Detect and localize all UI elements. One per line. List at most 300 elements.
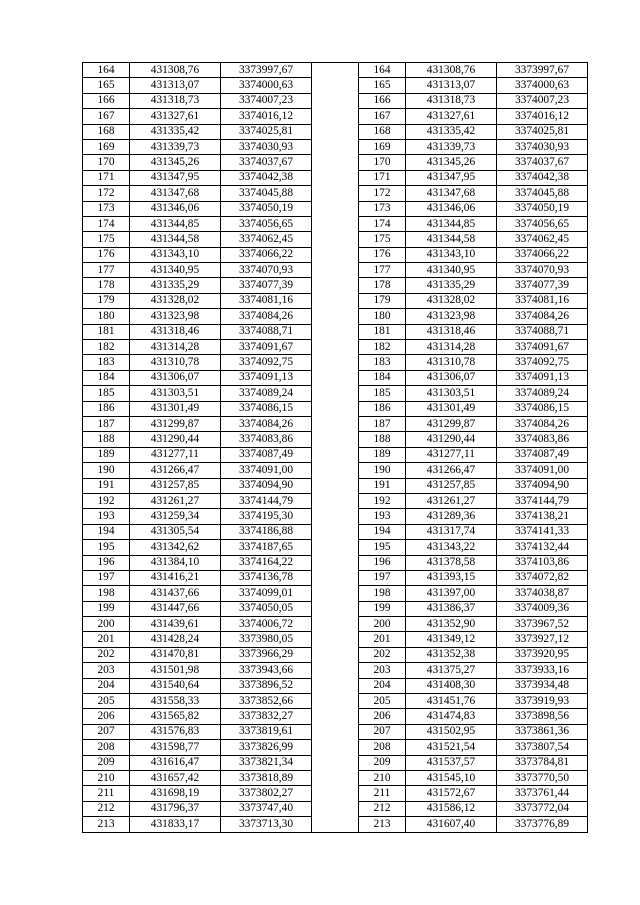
right-y-coordinate-cell: 3374083,86 [497, 432, 588, 447]
left-x-coordinate-cell: 431318,46 [130, 324, 221, 339]
right-point-number-cell: 198 [359, 586, 406, 601]
left-x-coordinate-cell: 431310,78 [130, 355, 221, 370]
right-y-coordinate-cell: 3374072,82 [497, 570, 588, 585]
left-y-coordinate-cell: 3373802,27 [221, 786, 312, 801]
column-gap [312, 340, 359, 355]
left-point-number-cell: 212 [83, 801, 130, 816]
left-y-coordinate-cell: 3374056,65 [221, 216, 312, 231]
left-y-coordinate-cell: 3374083,86 [221, 432, 312, 447]
table-row [83, 432, 588, 447]
left-point-number-cell: 174 [83, 216, 130, 231]
right-point-number-cell: 170 [359, 155, 406, 170]
left-y-coordinate-cell: 3374136,78 [221, 570, 312, 585]
right-y-coordinate-cell: 3373920,95 [497, 647, 588, 662]
right-y-coordinate-cell: 3373919,93 [497, 694, 588, 709]
left-y-coordinate-cell: 3374091,00 [221, 463, 312, 478]
left-x-coordinate-cell: 431314,28 [130, 340, 221, 355]
right-y-coordinate-cell: 3374138,21 [497, 509, 588, 524]
right-y-coordinate-cell: 3374088,71 [497, 324, 588, 339]
left-x-coordinate-cell: 431318,73 [130, 93, 221, 108]
column-gap [312, 293, 359, 308]
right-x-coordinate-cell: 431347,68 [406, 186, 497, 201]
right-point-number-cell: 202 [359, 647, 406, 662]
right-y-coordinate-cell: 3373861,36 [497, 724, 588, 739]
left-x-coordinate-cell: 431327,61 [130, 109, 221, 124]
table-row [83, 678, 588, 693]
left-y-coordinate-cell: 3374000,63 [221, 78, 312, 93]
column-gap [312, 478, 359, 493]
table-row [83, 93, 588, 108]
right-point-number-cell: 177 [359, 263, 406, 278]
left-y-coordinate-cell: 3374025,81 [221, 124, 312, 139]
left-y-coordinate-cell: 3374007,23 [221, 93, 312, 108]
right-x-coordinate-cell: 431340,95 [406, 263, 497, 278]
left-x-coordinate-cell: 431470,81 [130, 647, 221, 662]
right-point-number-cell: 173 [359, 201, 406, 216]
left-x-coordinate-cell: 431335,42 [130, 124, 221, 139]
right-point-number-cell: 178 [359, 278, 406, 293]
right-point-number-cell: 211 [359, 786, 406, 801]
left-x-coordinate-cell: 431347,95 [130, 170, 221, 185]
table-row [83, 709, 588, 724]
table-row [83, 201, 588, 216]
right-point-number-cell: 201 [359, 632, 406, 647]
table-row [83, 186, 588, 201]
right-y-coordinate-cell: 3374144,79 [497, 493, 588, 508]
table-row [83, 509, 588, 524]
left-point-number-cell: 190 [83, 463, 130, 478]
left-x-coordinate-cell: 431657,42 [130, 770, 221, 785]
table-row [83, 478, 588, 493]
left-y-coordinate-cell: 3374016,12 [221, 109, 312, 124]
left-y-coordinate-cell: 3373966,29 [221, 647, 312, 662]
left-point-number-cell: 171 [83, 170, 130, 185]
right-x-coordinate-cell: 431352,38 [406, 647, 497, 662]
right-point-number-cell: 186 [359, 401, 406, 416]
right-y-coordinate-cell: 3374042,38 [497, 170, 588, 185]
left-y-coordinate-cell: 3374042,38 [221, 170, 312, 185]
right-x-coordinate-cell: 431290,44 [406, 432, 497, 447]
right-point-number-cell: 200 [359, 617, 406, 632]
column-gap [312, 386, 359, 401]
table-row [83, 355, 588, 370]
column-gap [312, 247, 359, 262]
right-x-coordinate-cell: 431502,95 [406, 724, 497, 739]
column-gap [312, 509, 359, 524]
left-y-coordinate-cell: 3374070,93 [221, 263, 312, 278]
table-row [83, 586, 588, 601]
table-row [83, 463, 588, 478]
right-y-coordinate-cell: 3374094,90 [497, 478, 588, 493]
left-x-coordinate-cell: 431340,95 [130, 263, 221, 278]
left-x-coordinate-cell: 431344,85 [130, 216, 221, 231]
column-gap [312, 663, 359, 678]
left-y-coordinate-cell: 3373821,34 [221, 755, 312, 770]
left-x-coordinate-cell: 431558,33 [130, 694, 221, 709]
left-point-number-cell: 199 [83, 601, 130, 616]
table-row [83, 247, 588, 262]
left-point-number-cell: 170 [83, 155, 130, 170]
left-y-coordinate-cell: 3374084,26 [221, 416, 312, 431]
left-y-coordinate-cell: 3373997,67 [221, 63, 312, 78]
right-point-number-cell: 180 [359, 309, 406, 324]
left-point-number-cell: 195 [83, 540, 130, 555]
left-point-number-cell: 207 [83, 724, 130, 739]
left-y-coordinate-cell: 3374186,88 [221, 524, 312, 539]
left-y-coordinate-cell: 3374092,75 [221, 355, 312, 370]
left-point-number-cell: 178 [83, 278, 130, 293]
left-x-coordinate-cell: 431313,07 [130, 78, 221, 93]
left-point-number-cell: 169 [83, 139, 130, 154]
column-gap [312, 186, 359, 201]
right-y-coordinate-cell: 3374062,45 [497, 232, 588, 247]
left-x-coordinate-cell: 431328,02 [130, 293, 221, 308]
left-x-coordinate-cell: 431257,85 [130, 478, 221, 493]
left-point-number-cell: 206 [83, 709, 130, 724]
table-row [83, 124, 588, 139]
right-x-coordinate-cell: 431545,10 [406, 770, 497, 785]
left-x-coordinate-cell: 431290,44 [130, 432, 221, 447]
left-x-coordinate-cell: 431598,77 [130, 740, 221, 755]
column-gap [312, 63, 359, 78]
right-x-coordinate-cell: 431345,26 [406, 155, 497, 170]
right-y-coordinate-cell: 3373934,48 [497, 678, 588, 693]
left-y-coordinate-cell: 3374088,71 [221, 324, 312, 339]
right-y-coordinate-cell: 3374091,00 [497, 463, 588, 478]
right-y-coordinate-cell: 3374025,81 [497, 124, 588, 139]
left-point-number-cell: 205 [83, 694, 130, 709]
left-y-coordinate-cell: 3374089,24 [221, 386, 312, 401]
right-y-coordinate-cell: 3374070,93 [497, 263, 588, 278]
right-point-number-cell: 169 [359, 139, 406, 154]
left-x-coordinate-cell: 431428,24 [130, 632, 221, 647]
left-x-coordinate-cell: 431565,82 [130, 709, 221, 724]
right-x-coordinate-cell: 431310,78 [406, 355, 497, 370]
column-gap [312, 155, 359, 170]
right-x-coordinate-cell: 431344,58 [406, 232, 497, 247]
right-y-coordinate-cell: 3374081,16 [497, 293, 588, 308]
left-point-number-cell: 202 [83, 647, 130, 662]
table-row [83, 817, 588, 832]
left-point-number-cell: 180 [83, 309, 130, 324]
column-gap [312, 93, 359, 108]
right-x-coordinate-cell: 431375,27 [406, 663, 497, 678]
right-y-coordinate-cell: 3374030,93 [497, 139, 588, 154]
left-y-coordinate-cell: 3374081,16 [221, 293, 312, 308]
right-point-number-cell: 187 [359, 416, 406, 431]
left-y-coordinate-cell: 3374045,88 [221, 186, 312, 201]
column-gap [312, 78, 359, 93]
right-y-coordinate-cell: 3374077,39 [497, 278, 588, 293]
table-row [83, 786, 588, 801]
left-y-coordinate-cell: 3374195,30 [221, 509, 312, 524]
left-y-coordinate-cell: 3374062,45 [221, 232, 312, 247]
left-y-coordinate-cell: 3374091,67 [221, 340, 312, 355]
table-row [83, 632, 588, 647]
column-gap [312, 124, 359, 139]
left-point-number-cell: 185 [83, 386, 130, 401]
table-row [83, 139, 588, 154]
left-y-coordinate-cell: 3374050,05 [221, 601, 312, 616]
left-point-number-cell: 166 [83, 93, 130, 108]
right-x-coordinate-cell: 431451,76 [406, 694, 497, 709]
left-y-coordinate-cell: 3374094,90 [221, 478, 312, 493]
right-x-coordinate-cell: 431303,51 [406, 386, 497, 401]
right-x-coordinate-cell: 431343,22 [406, 540, 497, 555]
right-y-coordinate-cell: 3374084,26 [497, 416, 588, 431]
right-x-coordinate-cell: 431586,12 [406, 801, 497, 816]
right-y-coordinate-cell: 3373927,12 [497, 632, 588, 647]
column-gap [312, 524, 359, 539]
left-x-coordinate-cell: 431698,19 [130, 786, 221, 801]
table-row [83, 524, 588, 539]
column-gap [312, 570, 359, 585]
table-row [83, 293, 588, 308]
right-x-coordinate-cell: 431301,49 [406, 401, 497, 416]
table-row [83, 724, 588, 739]
table-row [83, 663, 588, 678]
left-x-coordinate-cell: 431303,51 [130, 386, 221, 401]
right-x-coordinate-cell: 431572,67 [406, 786, 497, 801]
left-x-coordinate-cell: 431306,07 [130, 370, 221, 385]
right-point-number-cell: 204 [359, 678, 406, 693]
right-point-number-cell: 181 [359, 324, 406, 339]
right-point-number-cell: 192 [359, 493, 406, 508]
right-y-coordinate-cell: 3373784,81 [497, 755, 588, 770]
table-row [83, 324, 588, 339]
table-row [83, 263, 588, 278]
table-row [83, 770, 588, 785]
right-x-coordinate-cell: 431323,98 [406, 309, 497, 324]
left-y-coordinate-cell: 3374037,67 [221, 155, 312, 170]
left-y-coordinate-cell: 3373818,89 [221, 770, 312, 785]
column-gap [312, 463, 359, 478]
right-point-number-cell: 185 [359, 386, 406, 401]
table-row [83, 493, 588, 508]
right-point-number-cell: 194 [359, 524, 406, 539]
right-y-coordinate-cell: 3374000,63 [497, 78, 588, 93]
column-gap [312, 786, 359, 801]
right-point-number-cell: 168 [359, 124, 406, 139]
left-y-coordinate-cell: 3373832,27 [221, 709, 312, 724]
left-point-number-cell: 177 [83, 263, 130, 278]
left-x-coordinate-cell: 431346,06 [130, 201, 221, 216]
left-point-number-cell: 203 [83, 663, 130, 678]
left-point-number-cell: 193 [83, 509, 130, 524]
right-y-coordinate-cell: 3374086,15 [497, 401, 588, 416]
right-y-coordinate-cell: 3374066,22 [497, 247, 588, 262]
right-y-coordinate-cell: 3373770,50 [497, 770, 588, 785]
left-point-number-cell: 184 [83, 370, 130, 385]
right-y-coordinate-cell: 3374141,33 [497, 524, 588, 539]
column-gap [312, 416, 359, 431]
left-y-coordinate-cell: 3374030,93 [221, 139, 312, 154]
column-gap [312, 432, 359, 447]
right-y-coordinate-cell: 3374087,49 [497, 447, 588, 462]
right-point-number-cell: 184 [359, 370, 406, 385]
right-point-number-cell: 188 [359, 432, 406, 447]
right-y-coordinate-cell: 3374089,24 [497, 386, 588, 401]
column-gap [312, 694, 359, 709]
right-y-coordinate-cell: 3373761,44 [497, 786, 588, 801]
right-point-number-cell: 212 [359, 801, 406, 816]
column-gap [312, 709, 359, 724]
left-y-coordinate-cell: 3373819,61 [221, 724, 312, 739]
column-gap [312, 447, 359, 462]
left-point-number-cell: 213 [83, 817, 130, 832]
column-gap [312, 401, 359, 416]
right-x-coordinate-cell: 431378,58 [406, 555, 497, 570]
right-y-coordinate-cell: 3374084,26 [497, 309, 588, 324]
right-x-coordinate-cell: 431335,29 [406, 278, 497, 293]
right-x-coordinate-cell: 431266,47 [406, 463, 497, 478]
left-point-number-cell: 165 [83, 78, 130, 93]
table-row [83, 540, 588, 555]
left-point-number-cell: 181 [83, 324, 130, 339]
column-gap [312, 724, 359, 739]
left-point-number-cell: 182 [83, 340, 130, 355]
right-point-number-cell: 175 [359, 232, 406, 247]
left-point-number-cell: 189 [83, 447, 130, 462]
column-gap [312, 555, 359, 570]
column-gap [312, 278, 359, 293]
right-y-coordinate-cell: 3374037,67 [497, 155, 588, 170]
column-gap [312, 109, 359, 124]
left-x-coordinate-cell: 431344,58 [130, 232, 221, 247]
right-point-number-cell: 213 [359, 817, 406, 832]
left-x-coordinate-cell: 431266,47 [130, 463, 221, 478]
table-row [83, 170, 588, 185]
left-x-coordinate-cell: 431339,73 [130, 139, 221, 154]
left-point-number-cell: 209 [83, 755, 130, 770]
left-x-coordinate-cell: 431343,10 [130, 247, 221, 262]
left-point-number-cell: 204 [83, 678, 130, 693]
left-x-coordinate-cell: 431833,17 [130, 817, 221, 832]
left-x-coordinate-cell: 431299,87 [130, 416, 221, 431]
table-row [83, 278, 588, 293]
right-y-coordinate-cell: 3373997,67 [497, 63, 588, 78]
left-point-number-cell: 187 [83, 416, 130, 431]
left-y-coordinate-cell: 3373896,52 [221, 678, 312, 693]
table-row [83, 694, 588, 709]
left-y-coordinate-cell: 3374066,22 [221, 247, 312, 262]
left-x-coordinate-cell: 431384,10 [130, 555, 221, 570]
right-point-number-cell: 190 [359, 463, 406, 478]
column-gap [312, 617, 359, 632]
right-y-coordinate-cell: 3374132,44 [497, 540, 588, 555]
left-point-number-cell: 175 [83, 232, 130, 247]
left-y-coordinate-cell: 3373826,99 [221, 740, 312, 755]
left-point-number-cell: 201 [83, 632, 130, 647]
left-point-number-cell: 168 [83, 124, 130, 139]
right-point-number-cell: 171 [359, 170, 406, 185]
table-row [83, 340, 588, 355]
left-point-number-cell: 210 [83, 770, 130, 785]
left-y-coordinate-cell: 3373852,66 [221, 694, 312, 709]
right-point-number-cell: 165 [359, 78, 406, 93]
right-x-coordinate-cell: 431314,28 [406, 340, 497, 355]
left-point-number-cell: 186 [83, 401, 130, 416]
right-point-number-cell: 191 [359, 478, 406, 493]
right-point-number-cell: 189 [359, 447, 406, 462]
right-point-number-cell: 164 [359, 63, 406, 78]
right-y-coordinate-cell: 3374056,65 [497, 216, 588, 231]
left-y-coordinate-cell: 3373943,66 [221, 663, 312, 678]
table-row [83, 386, 588, 401]
right-point-number-cell: 176 [359, 247, 406, 262]
column-gap [312, 139, 359, 154]
right-y-coordinate-cell: 3373967,52 [497, 617, 588, 632]
right-point-number-cell: 199 [359, 601, 406, 616]
left-x-coordinate-cell: 431347,68 [130, 186, 221, 201]
right-y-coordinate-cell: 3374103,86 [497, 555, 588, 570]
column-gap [312, 740, 359, 755]
left-point-number-cell: 197 [83, 570, 130, 585]
right-y-coordinate-cell: 3374091,67 [497, 340, 588, 355]
right-y-coordinate-cell: 3374038,87 [497, 586, 588, 601]
table-row [83, 601, 588, 616]
left-point-number-cell: 192 [83, 493, 130, 508]
left-x-coordinate-cell: 431616,47 [130, 755, 221, 770]
right-x-coordinate-cell: 431299,87 [406, 416, 497, 431]
column-gap [312, 647, 359, 662]
left-x-coordinate-cell: 431259,34 [130, 509, 221, 524]
left-y-coordinate-cell: 3374050,19 [221, 201, 312, 216]
column-gap [312, 632, 359, 647]
left-x-coordinate-cell: 431301,49 [130, 401, 221, 416]
left-x-coordinate-cell: 431261,27 [130, 493, 221, 508]
right-x-coordinate-cell: 431537,57 [406, 755, 497, 770]
right-y-coordinate-cell: 3373772,04 [497, 801, 588, 816]
table-row [83, 447, 588, 462]
left-y-coordinate-cell: 3374091,13 [221, 370, 312, 385]
left-x-coordinate-cell: 431308,76 [130, 63, 221, 78]
left-y-coordinate-cell: 3374006,72 [221, 617, 312, 632]
left-point-number-cell: 191 [83, 478, 130, 493]
left-y-coordinate-cell: 3374086,15 [221, 401, 312, 416]
right-point-number-cell: 207 [359, 724, 406, 739]
left-point-number-cell: 164 [83, 63, 130, 78]
column-gap [312, 540, 359, 555]
table-row [83, 755, 588, 770]
left-y-coordinate-cell: 3374164,22 [221, 555, 312, 570]
column-gap [312, 770, 359, 785]
right-y-coordinate-cell: 3373898,56 [497, 709, 588, 724]
table-row [83, 740, 588, 755]
right-x-coordinate-cell: 431386,37 [406, 601, 497, 616]
right-x-coordinate-cell: 431328,02 [406, 293, 497, 308]
table-row [83, 416, 588, 431]
left-point-number-cell: 208 [83, 740, 130, 755]
left-x-coordinate-cell: 431437,66 [130, 586, 221, 601]
column-gap [312, 263, 359, 278]
column-gap [312, 370, 359, 385]
right-point-number-cell: 174 [359, 216, 406, 231]
column-gap [312, 232, 359, 247]
column-gap [312, 801, 359, 816]
right-x-coordinate-cell: 431257,85 [406, 478, 497, 493]
coordinates-table-body [83, 63, 588, 833]
right-point-number-cell: 205 [359, 694, 406, 709]
left-x-coordinate-cell: 431305,54 [130, 524, 221, 539]
right-point-number-cell: 210 [359, 770, 406, 785]
right-y-coordinate-cell: 3373776,89 [497, 817, 588, 832]
right-y-coordinate-cell: 3374007,23 [497, 93, 588, 108]
left-x-coordinate-cell: 431342,62 [130, 540, 221, 555]
left-x-coordinate-cell: 431335,29 [130, 278, 221, 293]
right-point-number-cell: 206 [359, 709, 406, 724]
right-x-coordinate-cell: 431313,07 [406, 78, 497, 93]
